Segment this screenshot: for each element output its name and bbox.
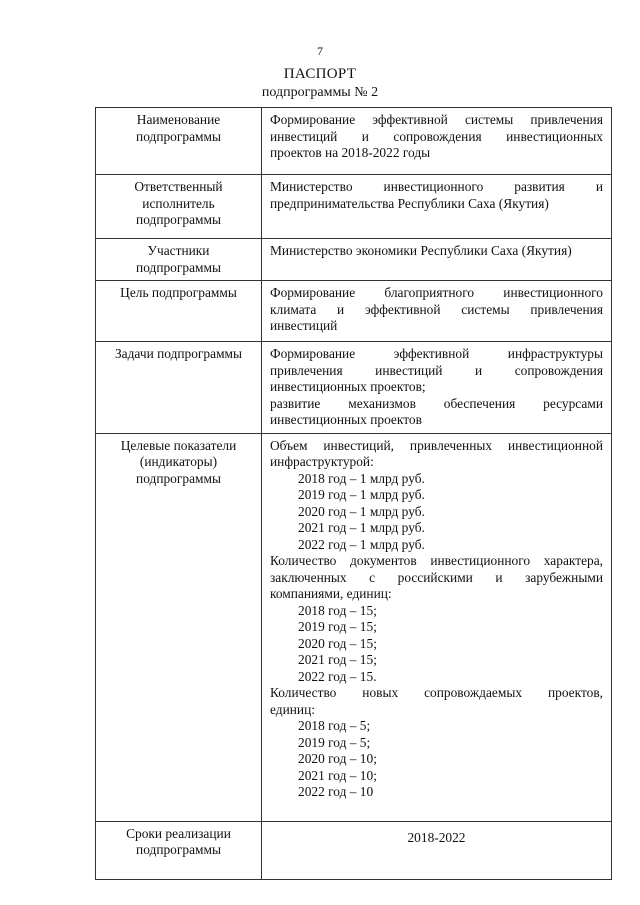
row-label-line: подпрограммы — [136, 128, 221, 144]
table-row — [96, 108, 612, 175]
row-value-line: Количество документов инвестиционного характера, — [270, 553, 603, 568]
row-label-line: (индикаторы) — [139, 454, 218, 469]
row-value-line: проектов на 2018-2022 годы — [270, 145, 431, 160]
row-label-line: Цель подпрограммы — [120, 285, 237, 300]
row-label-line: Участники — [147, 243, 210, 258]
indicator-value-line: 2020 год – 1 млрд руб. — [298, 503, 425, 519]
table-row — [96, 821, 612, 879]
row-value-line: Количество новых сопровождаемых проектов, — [270, 685, 603, 700]
row-value-line: предпринимательства Республики Саха (Якутия) — [270, 195, 549, 211]
row-value-line: компаниями, единиц: — [270, 586, 392, 601]
row-label-cell — [96, 175, 262, 239]
row-value-cell — [262, 342, 612, 434]
indicator-value-line: 2022 год – 10 — [298, 784, 374, 799]
indicator-value-line: 2022 год – 1 млрд руб. — [298, 536, 425, 552]
table-row — [96, 281, 612, 342]
row-value-line: инвестиционных проектов; — [270, 379, 426, 394]
row-label-line: Сроки реализации — [126, 825, 231, 841]
row-label-line: подпрограммы — [136, 212, 221, 227]
row-value-line: развитие механизмов обеспечения ресурсами — [270, 395, 603, 411]
indicator-value-line: 2019 год – 15; — [298, 619, 377, 634]
table-row — [96, 175, 612, 239]
indicator-value-line: 2021 год – 10; — [298, 767, 377, 783]
indicator-value-line: 2018 год – 15; — [298, 602, 377, 618]
row-value-cell — [262, 433, 612, 821]
indicator-value-line: 2020 год – 10; — [298, 751, 377, 766]
row-label-cell — [96, 108, 262, 175]
row-label-cell — [96, 342, 262, 434]
row-label-cell — [96, 239, 262, 281]
row-label-cell — [96, 433, 262, 821]
row-label-line: подпрограммы — [136, 470, 221, 486]
row-value-line: 2018-2022 — [407, 829, 466, 845]
indicator-value-line: 2020 год – 15; — [298, 635, 377, 651]
row-value-cell — [262, 175, 612, 239]
row-label-line: Целевые показатели — [120, 437, 237, 453]
indicator-value-line: 2019 год – 1 млрд руб. — [298, 487, 425, 502]
indicator-value-line: 2022 год – 15. — [298, 668, 377, 684]
row-label-line: подпрограммы — [136, 259, 221, 275]
document-title: ПАСПОРТ — [283, 66, 357, 82]
indicator-value-line: 2021 год – 1 млрд руб. — [298, 520, 425, 535]
row-value-line: инвестиционных проектов — [270, 412, 422, 427]
page-number: 7 — [317, 44, 323, 58]
row-value-line: Формирование эффективной системы привлечения — [270, 112, 603, 127]
indicator-value-line: 2018 год – 5; — [298, 718, 371, 733]
row-value-line: инвестиций — [270, 318, 338, 333]
row-value-line: единиц: — [270, 701, 315, 717]
row-value-line: климата и эффективной системы привлечения — [270, 301, 603, 317]
table-row — [96, 342, 612, 434]
row-value-line: Формирование благоприятного инвестиционного — [270, 285, 603, 300]
passport-table — [95, 107, 612, 880]
indicator-value-line: 2018 год – 1 млрд руб. — [298, 470, 425, 486]
row-value-cell — [262, 821, 612, 879]
row-label-cell — [96, 821, 262, 879]
row-label-line: Ответственный — [134, 179, 223, 194]
row-label-cell — [96, 281, 262, 342]
row-value-line: инфраструктурой: — [270, 454, 374, 469]
indicator-value-line: 2021 год – 15; — [298, 652, 377, 667]
row-value-line: Формирование эффективной инфраструктуры — [270, 346, 603, 361]
row-value-cell — [262, 281, 612, 342]
row-value-line: заключенных с российскими и зарубежными — [270, 569, 603, 585]
table-row — [96, 433, 612, 821]
row-label-line: исполнитель — [142, 195, 215, 211]
row-value-cell — [262, 239, 612, 281]
row-value-line: Министерство инвестиционного развития и — [270, 179, 603, 194]
row-value-cell — [262, 108, 612, 175]
row-value-line: привлечения инвестиций и сопровождения — [270, 362, 603, 378]
row-label-line: Задачи подпрограммы — [114, 346, 243, 361]
row-value-line: Объем инвестиций, привлеченных инвестиционной — [270, 437, 603, 453]
row-value-line: Министерство экономики Республики Саха (Якутия) — [270, 243, 572, 258]
row-label-line: подпрограммы — [136, 842, 221, 857]
row-value-line: инвестиций и сопровождения инвестиционных — [270, 128, 603, 144]
document-subtitle: подпрограммы № 2 — [261, 85, 379, 100]
table-row — [96, 239, 612, 281]
row-label-line: Наименование — [136, 112, 221, 127]
indicator-value-line: 2019 год – 5; — [298, 734, 371, 750]
